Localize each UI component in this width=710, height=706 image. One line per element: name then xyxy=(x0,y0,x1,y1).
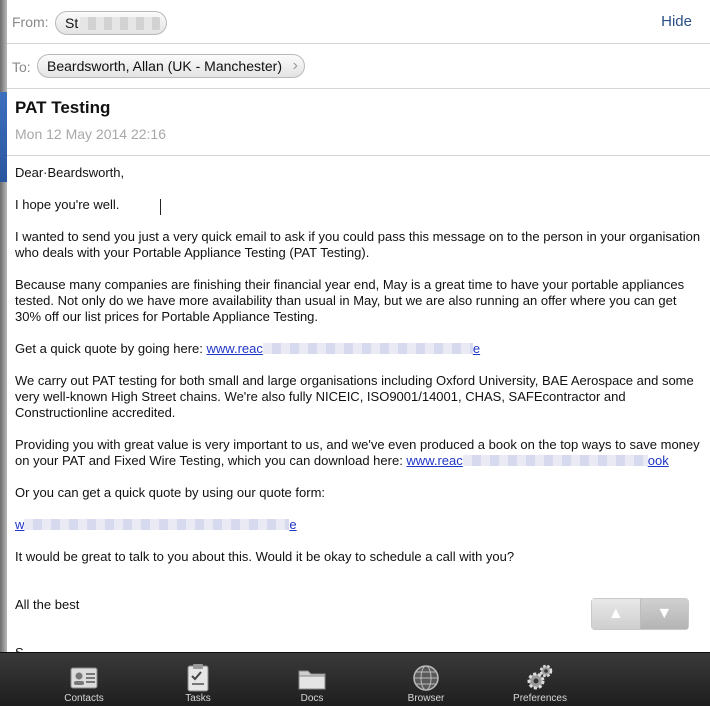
dock-item-preferences[interactable] xyxy=(495,653,585,706)
paragraph-6 xyxy=(15,437,705,469)
message-navigation xyxy=(591,598,689,630)
globe-icon xyxy=(411,663,441,693)
folder-icon xyxy=(297,663,327,693)
bottom-dock xyxy=(0,652,710,706)
to-label: To: xyxy=(12,59,31,75)
quote-link[interactable]: www.reac e xyxy=(206,341,481,356)
dock-label-docs: Docs xyxy=(300,693,324,704)
paragraph-7: Or you can get a quick quote by using our quote form: xyxy=(15,485,326,500)
dock-label-browser: Browser xyxy=(407,693,445,704)
hide-button[interactable]: Hide xyxy=(661,13,692,30)
paragraph-4 xyxy=(15,341,705,357)
message-subject: PAT Testing xyxy=(15,98,111,117)
quote-form-link[interactable]: w e xyxy=(15,517,297,532)
dock-item-browser[interactable] xyxy=(381,653,471,706)
triangle-down-icon: ▼ xyxy=(656,605,673,622)
book-link[interactable]: www.reac ook xyxy=(406,453,669,468)
paragraph-4-text: Get a quick quote by going here: xyxy=(15,341,207,356)
sender-name: St xyxy=(65,15,79,31)
subject-block xyxy=(7,88,710,156)
gear-icon xyxy=(525,663,555,693)
chevron-right-icon: › xyxy=(292,57,298,74)
dock-label-preferences: Preferences xyxy=(513,693,567,704)
left-panel-selection xyxy=(0,92,7,182)
email-view xyxy=(7,0,710,652)
dock-item-contacts[interactable] xyxy=(39,653,129,706)
sender-redaction xyxy=(80,17,160,30)
paragraph-1: I hope you're well. xyxy=(15,197,120,212)
dock-item-docs[interactable] xyxy=(267,653,357,706)
paragraph-3: Because many companies are finishing their financial year end, May is a great time to have your portable appliances tested. Not only do we have more availability than usual in May, but we are also running an offer where you can get 30% off our list prices for Portable Appliance Testing. xyxy=(15,277,685,324)
paragraph-5: We carry out PAT testing for both small and large organisations including Oxford University, BAE Aerospace and some very well-known High Street chains. We're also fully NICEIC, ISO9001/14001, CHAS, SAFEcontractor and Constructionline accredited. xyxy=(15,373,694,420)
sign-off: All the best xyxy=(15,597,80,612)
paragraph-6-text: Providing you with great value is very important to us, and we've even produced a book on the top ways to save money on your PAT and Fixed Wire Testing, which you can download here: xyxy=(15,437,700,468)
recipient-name: Beardsworth, Allan (UK - Manchester) xyxy=(47,58,282,74)
message-date: Mon 12 May 2014 22:16 xyxy=(15,126,166,142)
contacts-icon xyxy=(69,663,99,693)
left-panel-edge xyxy=(0,0,7,652)
greeting: Dear·Beardsworth, xyxy=(15,165,125,180)
from-row xyxy=(7,0,710,44)
dock-item-tasks[interactable] xyxy=(153,653,243,706)
paragraph-8 xyxy=(15,517,705,533)
previous-message-button[interactable] xyxy=(592,599,640,629)
next-message-button[interactable] xyxy=(640,599,689,629)
from-label: From: xyxy=(12,14,49,30)
sender-pill[interactable] xyxy=(55,11,167,35)
paragraph-9: It would be great to talk to you about this. Would it be okay to schedule a call with you? xyxy=(15,549,515,564)
paragraph-2: I wanted to send you just a very quick email to ask if you could pass this message on to the person in your organisation who deals with your Portable Appliance Testing (PAT Testing). xyxy=(15,229,701,260)
text-cursor xyxy=(160,199,161,215)
triangle-up-icon: ▲ xyxy=(607,605,624,622)
recipient-pill[interactable] xyxy=(37,54,305,78)
dock-label-contacts: Contacts xyxy=(64,693,104,704)
dock-label-tasks: Tasks xyxy=(185,693,211,704)
tasks-icon xyxy=(183,663,213,693)
